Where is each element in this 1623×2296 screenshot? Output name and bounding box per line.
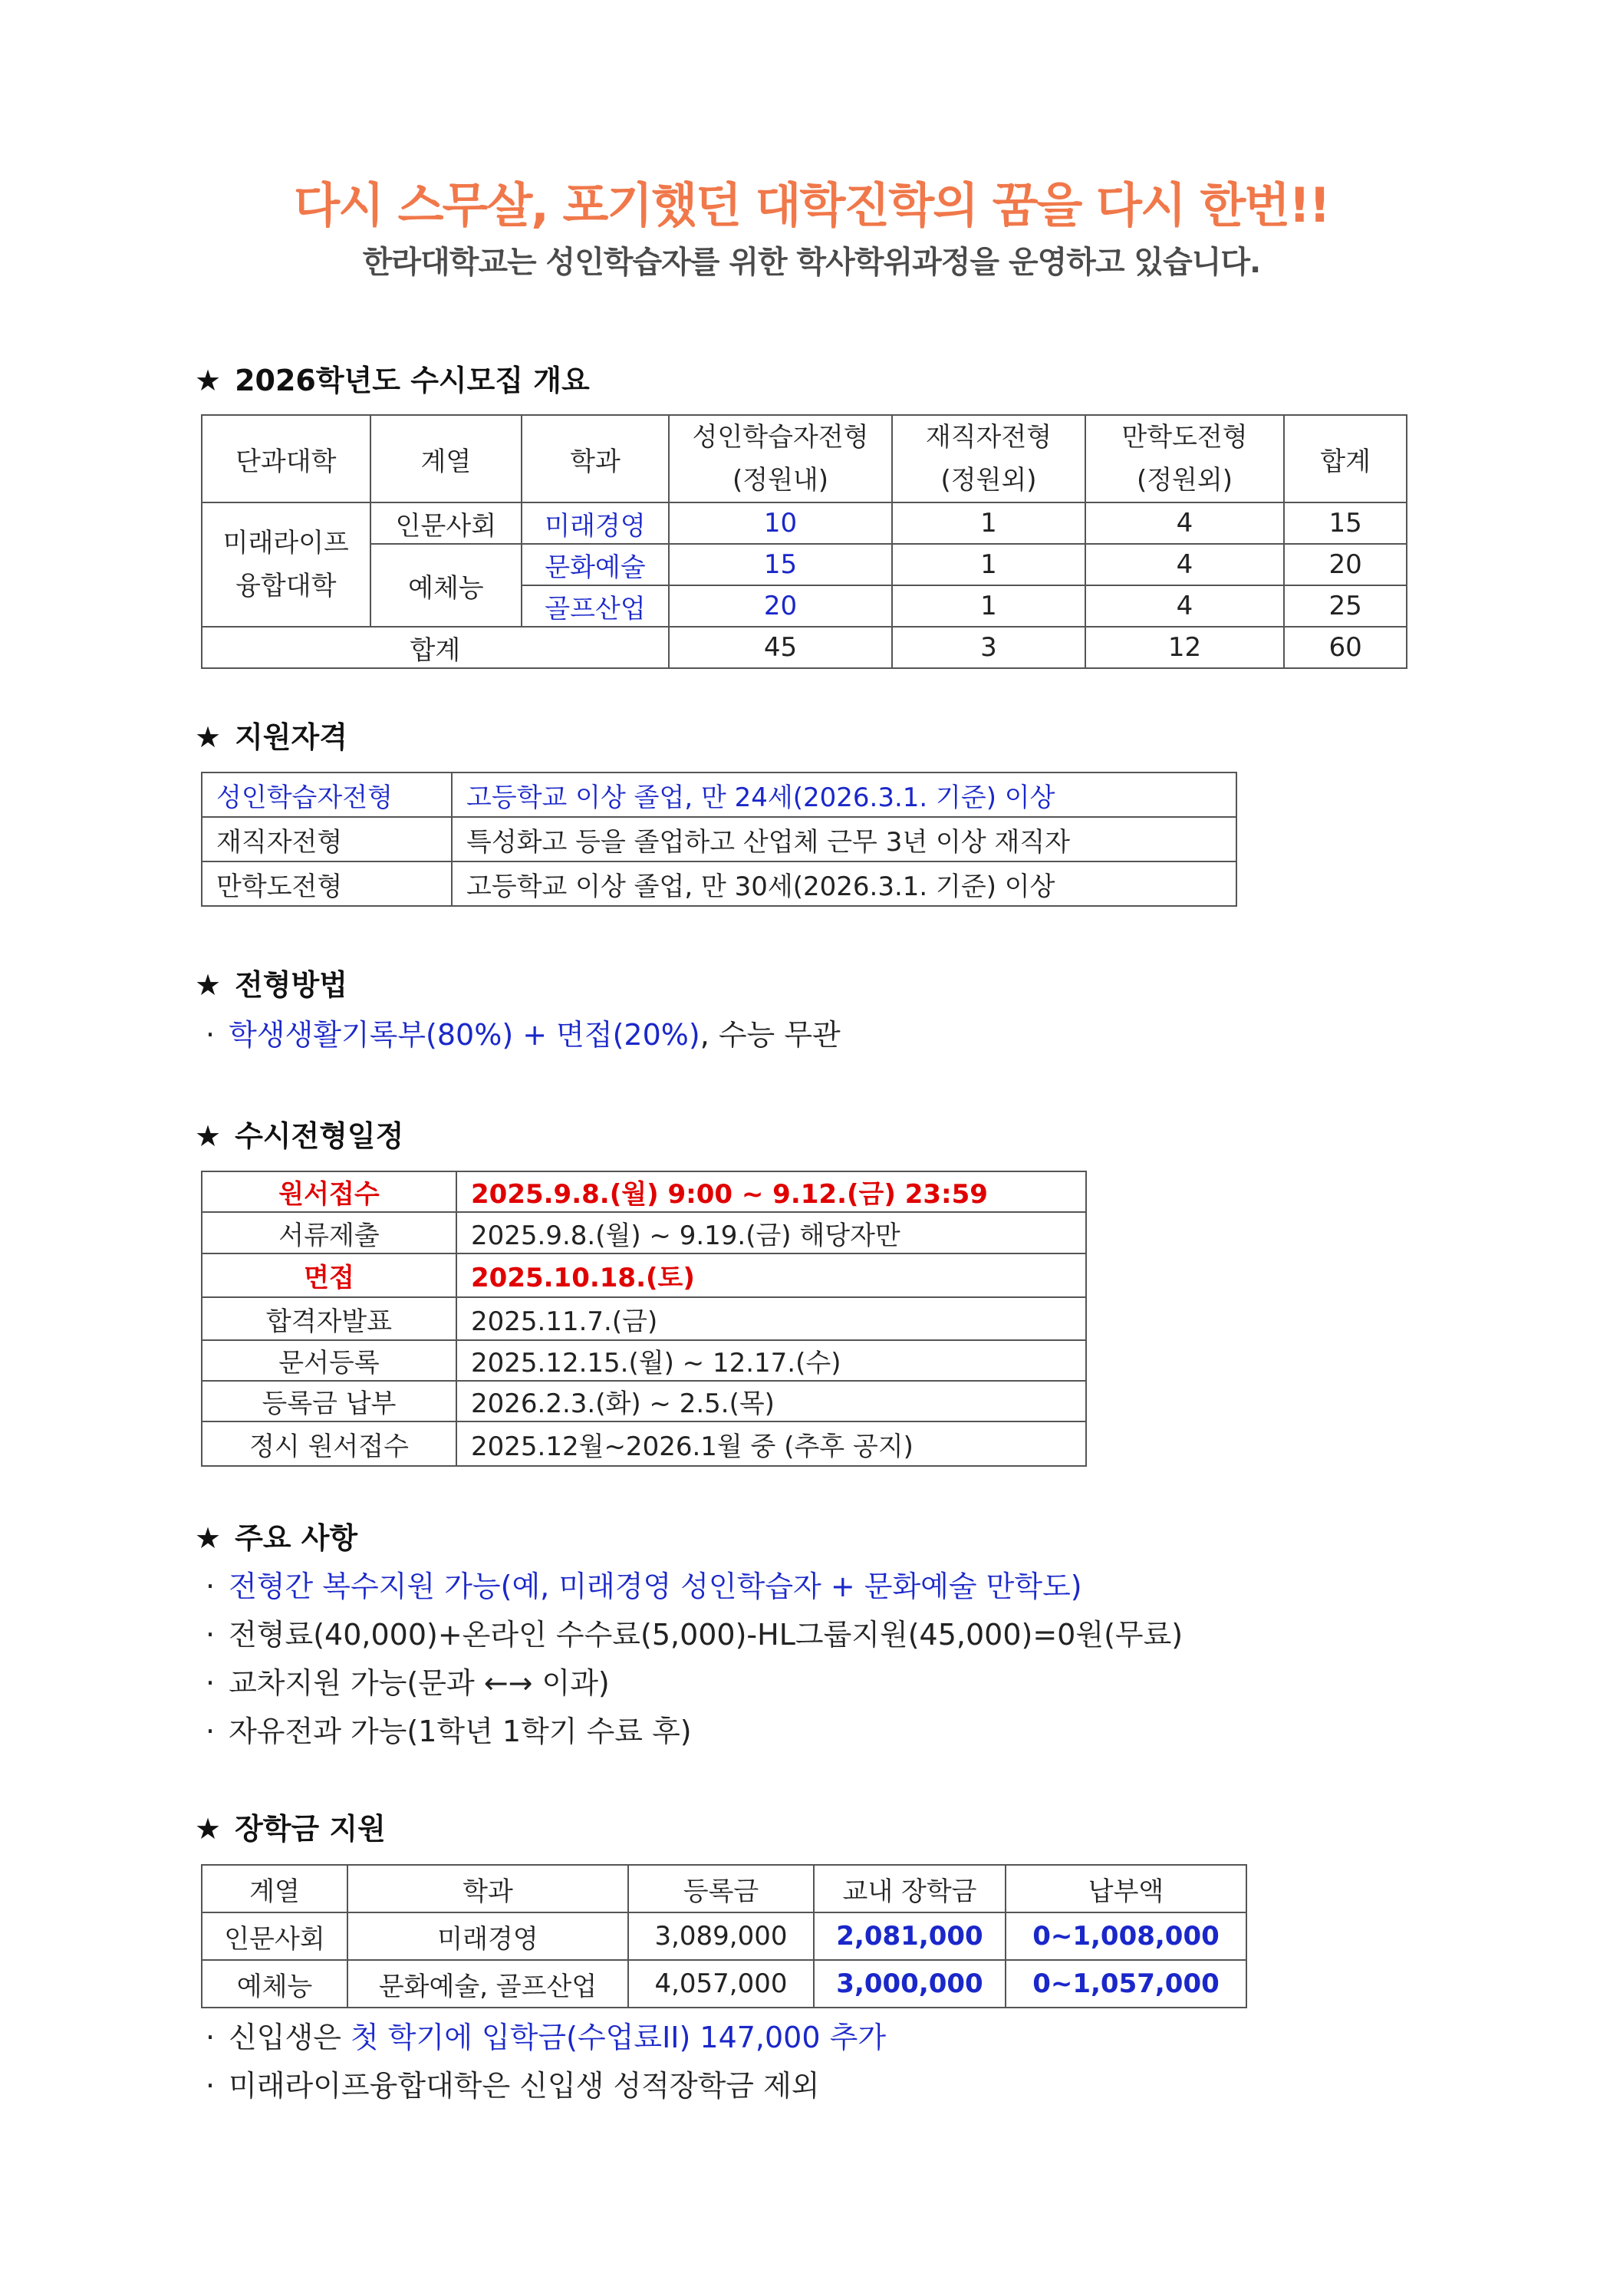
dept-cell: 미래경영	[522, 502, 669, 544]
worker-cell: 1	[892, 544, 1085, 585]
page-subline: 한라대학교는 성인학습자를 위한 학사학위과정을 운영하고 있습니다.	[362, 245, 1261, 280]
page-headline: 다시 스무살, 포기했던 대학진학의 꿈을 다시 한번!!	[294, 177, 1329, 233]
field-cell: 인문사회	[370, 502, 522, 544]
section-title-notes: ★ 주요 사항	[195, 1521, 358, 1555]
schedule-item: 등록금 납부	[202, 1381, 456, 1421]
schedule-date: 2026.2.3.(화) ~ 2.5.(목)	[456, 1381, 1086, 1421]
sum-total: 60	[1284, 627, 1407, 668]
eligibility-desc: 고등학교 이상 졸업, 만 30세(2026.3.1. 기준) 이상	[452, 861, 1236, 906]
table-row	[202, 1297, 1086, 1340]
header-worker: 재직자전형 (정원외)	[892, 415, 1085, 502]
note-item: · 자유전과 가능(1학년 1학기 수료 후)	[206, 1715, 692, 1748]
star-icon: ★	[195, 1812, 222, 1846]
header-payment: 납부액	[1006, 1865, 1246, 1912]
overview-table	[201, 414, 1407, 669]
header-dept: 학과	[347, 1865, 628, 1912]
adult-cell: 15	[669, 544, 892, 585]
table-row	[202, 544, 1407, 585]
late-cell: 4	[1085, 544, 1285, 585]
dept-cell: 문화예술, 골프산업	[347, 1960, 628, 2008]
table-header-row	[202, 415, 1407, 502]
eligibility-type: 재직자전형	[202, 817, 452, 861]
eligibility-type: 만학도전형	[202, 861, 452, 906]
header-dept: 학과	[522, 415, 669, 502]
schedule-date: 2025.9.8.(월) 9:00 ~ 9.12.(금) 23:59	[456, 1171, 1086, 1212]
sum-label: 합계	[202, 627, 669, 668]
note-item: · 전형간 복수지원 가능(예, 미래경영 성인학습자 + 문화예술 만학도)	[206, 1570, 1082, 1603]
schedule-item: 문서등록	[202, 1340, 456, 1381]
section-title-scholarship: ★ 장학금 지원	[195, 1812, 386, 1846]
field-cell: 예체능	[202, 1960, 347, 2008]
tuition-cell: 3,089,000	[628, 1912, 814, 1960]
schedule-item: 합격자발표	[202, 1297, 456, 1340]
dept-cell: 미래경영	[347, 1912, 628, 1960]
table-row	[202, 1340, 1086, 1381]
schedule-item: 정시 원서접수	[202, 1421, 456, 1466]
scholarship-cell: 3,000,000	[814, 1960, 1006, 2008]
table-row	[202, 817, 1236, 861]
tuition-cell: 4,057,000	[628, 1960, 814, 2008]
schedule-item: 서류제출	[202, 1212, 456, 1253]
header-college: 단과대학	[202, 415, 370, 502]
table-row	[202, 1381, 1086, 1421]
section-title-method: ★ 전형방법	[195, 968, 347, 1002]
total-cell: 25	[1284, 585, 1407, 627]
adult-cell: 10	[669, 502, 892, 544]
total-cell: 20	[1284, 544, 1407, 585]
table-row	[202, 1212, 1086, 1253]
header-field: 계열	[370, 415, 522, 502]
table-row	[202, 1253, 1086, 1297]
method-line: · 학생생활기록부(80%) + 면접(20%), 수능 무관	[206, 1018, 841, 1052]
section-title-schedule: ★ 수시전형일정	[195, 1119, 404, 1153]
late-cell: 4	[1085, 502, 1285, 544]
header-total: 합계	[1284, 415, 1407, 502]
scholarship-note: · 신입생은 첫 학기에 입학금(수업료II) 147,000 추가	[206, 2021, 887, 2054]
section-title-eligibility: ★ 지원자격	[195, 720, 347, 754]
header-tuition: 등록금	[628, 1865, 814, 1912]
scholarship-note: · 미래라이프융합대학은 신입생 성적장학금 제외	[206, 2069, 820, 2103]
payment-cell: 0~1,008,000	[1006, 1912, 1246, 1960]
header-field: 계열	[202, 1865, 347, 1912]
schedule-date: 2025.11.7.(금)	[456, 1297, 1086, 1340]
star-icon: ★	[195, 968, 222, 1002]
header-scholarship: 교내 장학금	[814, 1865, 1006, 1912]
schedule-date: 2025.12.15.(월) ~ 12.17.(수)	[456, 1340, 1086, 1381]
header-late: 만학도전형 (정원외)	[1085, 415, 1285, 502]
header-adult: 성인학습자전형 (정원내)	[669, 415, 892, 502]
schedule-date: 2025.10.18.(토)	[456, 1253, 1086, 1297]
table-row	[202, 1421, 1086, 1466]
field-cell: 인문사회	[202, 1912, 347, 1960]
dept-cell: 문화예술	[522, 544, 669, 585]
section-title-overview: ★ 2026학년도 수시모집 개요	[195, 364, 590, 397]
table-sum-row	[202, 627, 1407, 668]
schedule-date: 2025.9.8.(월) ~ 9.19.(금) 해당자만	[456, 1212, 1086, 1253]
college-cell: 미래라이프 융합대학	[202, 502, 370, 627]
schedule-item: 면접	[202, 1253, 456, 1297]
sum-adult: 45	[669, 627, 892, 668]
late-cell: 4	[1085, 585, 1285, 627]
eligibility-desc: 특성화고 등을 졸업하고 산업체 근무 3년 이상 재직자	[452, 817, 1236, 861]
eligibility-desc: 고등학교 이상 졸업, 만 24세(2026.3.1. 기준) 이상	[452, 772, 1236, 817]
field-cell: 예체능	[370, 544, 522, 627]
schedule-table	[201, 1171, 1087, 1467]
sum-late: 12	[1085, 627, 1285, 668]
table-row	[202, 861, 1236, 906]
schedule-date: 2025.12월~2026.1월 중 (추후 공지)	[456, 1421, 1086, 1466]
worker-cell: 1	[892, 502, 1085, 544]
worker-cell: 1	[892, 585, 1085, 627]
table-row	[202, 1912, 1246, 1960]
note-item: · 교차지원 가능(문과 ←→ 이과)	[206, 1666, 610, 1700]
note-item: · 전형료(40,000)+온라인 수수료(5,000)-HL그룹지원(45,000)=0원(무료)	[206, 1618, 1184, 1652]
schedule-item: 원서접수	[202, 1171, 456, 1212]
payment-cell: 0~1,057,000	[1006, 1960, 1246, 2008]
table-row	[202, 1171, 1086, 1212]
table-row	[202, 772, 1236, 817]
star-icon: ★	[195, 720, 222, 754]
total-cell: 15	[1284, 502, 1407, 544]
star-icon: ★	[195, 1119, 222, 1153]
table-header-row	[202, 1865, 1246, 1912]
star-icon: ★	[195, 364, 222, 397]
dept-cell: 골프산업	[522, 585, 669, 627]
table-row	[202, 1960, 1246, 2008]
eligibility-type: 성인학습자전형	[202, 772, 452, 817]
scholarship-table	[201, 1864, 1247, 2008]
eligibility-table	[201, 772, 1237, 907]
scholarship-cell: 2,081,000	[814, 1912, 1006, 1960]
table-row	[202, 502, 1407, 544]
star-icon: ★	[195, 1521, 222, 1555]
sum-worker: 3	[892, 627, 1085, 668]
adult-cell: 20	[669, 585, 892, 627]
